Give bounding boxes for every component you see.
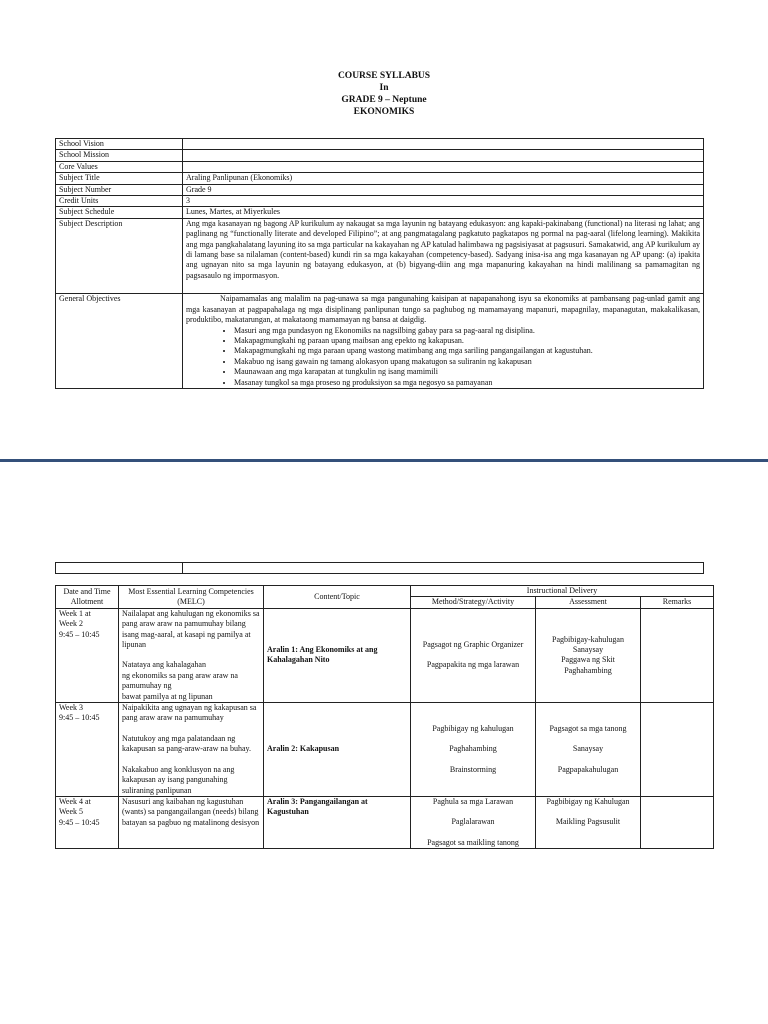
header-date: Date and Time Allotment bbox=[56, 586, 119, 609]
general-objectives-cell bbox=[183, 294, 704, 389]
date-line: Week 2 bbox=[59, 619, 84, 629]
melc-line: Naipakikita ang ugnayan ng kakapusan sa pang araw araw na pamumuhay bbox=[122, 703, 257, 723]
assessment-line: Pagbibigay-kahulugan bbox=[552, 634, 624, 644]
melc-cell bbox=[119, 796, 264, 848]
info-label: Subject Title bbox=[56, 173, 183, 184]
objective-item: • Masuri ang mga pundasyon ng Ekonomiks na nagsilbing gabay para sa pag-aaral ng disiplina. bbox=[234, 326, 700, 336]
subject-description-text: Ang mga kasanayan ng bagong AP kurikulum ay nakaugat sa mga layunin ng batayang edukasyon: ang kapaki-pakinabang (functional) na literasi ng lahat; ang paglinang ng “functionally literate and developed Filipino”; at ang pangmatagalang pagkatuto pagkatapos ng pormal na pag-aaral (lifelong learning). Makikita ang mga pangkahalatang layuning ito sa mga particular na kakayahan ng AP katulad halimbawa ng pagsisiyasat at pagsusuri. Samakatwid, ang AP kurikulum ay di lamang base sa nilalaman (content-based) kundi rin sa mga kakayahan (competency-based). Sadyang inisa-isa ang mga kasanayan ng AP upang: (a) ipakita ang ugnayan nito sa mga layunin ng batayang edukasyon, at (b) bigyang-diin ang mga mapanuring kakayahan na hindi malilinang sa pamamagitan ng pagsasaulo ng impormasyon. bbox=[183, 218, 704, 293]
page-one bbox=[0, 0, 768, 458]
method-line: Paglalarawan bbox=[451, 817, 495, 827]
info-label: Subject Number bbox=[56, 184, 183, 195]
remarks-cell bbox=[641, 703, 714, 797]
blank-cell bbox=[183, 563, 704, 574]
method-line: Paghahambing bbox=[449, 744, 497, 754]
info-value: Araling Panlipunan (Ekonomiks) bbox=[183, 173, 704, 184]
assessment-line: Pagpapakahulugan bbox=[557, 764, 619, 774]
melc-line: Nakakabuo ang konklusyon na ang kakapusan ay isang pangunahing suliraning panlipunan bbox=[122, 764, 235, 795]
header-delivery: Instructional Delivery bbox=[411, 586, 714, 597]
blank-cell bbox=[56, 563, 183, 574]
content-cell bbox=[264, 796, 411, 848]
method-line: Pagbibigay ng kahulugan bbox=[432, 723, 514, 733]
content-cell bbox=[264, 703, 411, 797]
info-label: School Vision bbox=[56, 139, 183, 150]
objective-item: • Makabuo ng isang gawain ng tamang alokasyon upang makatugon sa suliranin ng kakapusan bbox=[234, 357, 700, 367]
melc-cell bbox=[119, 703, 264, 797]
date-line: Week 3 bbox=[59, 703, 84, 713]
date-line: Week 1 at bbox=[59, 608, 91, 618]
info-value: Lunes, Martes, at Miyerkules bbox=[183, 207, 704, 218]
date-line: Week 4 at bbox=[59, 796, 91, 806]
objective-item: • Makapagmungkahi ng mga paraan upang wastong matimbang ang mga sariling pangangailangan at kagustuhan. bbox=[234, 346, 700, 356]
lesson-label: Aralin 2 bbox=[267, 744, 296, 754]
content-cell bbox=[264, 608, 411, 702]
date-line: 9:45 – 10:45 bbox=[59, 713, 100, 723]
date-cell bbox=[56, 608, 119, 702]
objective-item: • Masanay tungkol sa mga proseso ng produksiyon sa mga negosyo sa pamayanan bbox=[234, 378, 700, 388]
title-line-4: EKONOMIKS bbox=[353, 107, 415, 117]
info-row-credit-units bbox=[56, 196, 704, 207]
info-row-core-values bbox=[56, 161, 704, 172]
melc-cell bbox=[119, 608, 264, 702]
melc-line: Natutukoy ang mga palatandaan ng kakapusan sa pang-araw-araw na buhay. bbox=[122, 733, 251, 754]
header-content: Content/Topic bbox=[264, 586, 411, 609]
assessment-line: Paggawa ng Skit bbox=[561, 655, 615, 665]
melc-line: Nailalapat ang kahulugan ng ekonomiks sa pang araw araw na pamumuhay bilang isang mag-aaral, at kasapi ng pamilya at lipunan bbox=[122, 608, 260, 650]
spacer bbox=[539, 755, 637, 765]
spacer bbox=[122, 755, 260, 765]
info-row-subject-number bbox=[56, 184, 704, 195]
page-two bbox=[0, 462, 768, 1024]
date-line: 9:45 – 10:45 bbox=[59, 629, 100, 639]
header-assessment: Assessment bbox=[536, 597, 641, 608]
info-label: Credit Units bbox=[56, 196, 183, 207]
info-value bbox=[183, 150, 704, 161]
schedule-table bbox=[55, 585, 714, 849]
spacer bbox=[122, 724, 260, 734]
table-row bbox=[56, 703, 714, 797]
spacer bbox=[414, 650, 532, 660]
document-title bbox=[0, 70, 768, 118]
header-method: Method/Strategy/Activity bbox=[411, 597, 536, 608]
lesson-label: Aralin 1 bbox=[267, 645, 296, 655]
info-row-mission bbox=[56, 150, 704, 161]
melc-line: Nasusuri ang kaibahan ng kagustuhan (wants) sa pangangailangan (needs) bilang batayan sa pagbuo ng matalinong desisyon bbox=[122, 796, 260, 827]
info-row-vision bbox=[56, 139, 704, 150]
date-line: Week 5 bbox=[59, 807, 84, 817]
spacer bbox=[414, 734, 532, 744]
lesson-label: Aralin 3 bbox=[267, 796, 296, 806]
method-line: Brainstorming bbox=[449, 764, 497, 774]
assessment-line: Sanaysay bbox=[572, 645, 604, 655]
remarks-cell bbox=[641, 796, 714, 848]
objectives-list bbox=[186, 326, 700, 388]
objective-item: • Makapagmungkahi ng paraan upang maibsan ang epekto ng kakapusan. bbox=[234, 336, 700, 346]
assessment-cell bbox=[536, 608, 641, 702]
assessment-line: Sanaysay bbox=[572, 744, 604, 754]
info-value bbox=[183, 161, 704, 172]
method-line: Pagsagot sa maikling tanong bbox=[427, 837, 519, 847]
spacer bbox=[539, 734, 637, 744]
info-label: General Objectives bbox=[56, 294, 183, 389]
spacer bbox=[539, 807, 637, 817]
info-label: Subject Schedule bbox=[56, 207, 183, 218]
method-cell bbox=[411, 608, 536, 702]
assessment-cell bbox=[536, 796, 641, 848]
title-line-1: COURSE SYLLABUS bbox=[337, 71, 431, 81]
info-row-subject-title bbox=[56, 173, 704, 184]
assessment-line: Pagsagot sa mga tanong bbox=[549, 723, 627, 733]
assessment-line: Maikling Pagsusulit bbox=[555, 817, 621, 827]
remarks-cell bbox=[641, 608, 714, 702]
melc-line: ng ekonomiks sa pang araw araw na pamumuhay ng bbox=[122, 670, 238, 691]
info-value bbox=[183, 139, 704, 150]
assessment-cell bbox=[536, 703, 641, 797]
objective-item: • Maunawaan ang mga karapatan at tungkulin ng isang mamimili bbox=[234, 367, 700, 377]
title-line-3: GRADE 9 – Neptune bbox=[341, 95, 427, 105]
spacer bbox=[414, 807, 532, 817]
header-melc: Most Essential Learning Competencies (MELC) bbox=[119, 586, 264, 609]
melc-line: bawat pamilya at ng lipunan bbox=[122, 691, 213, 701]
spacer bbox=[414, 755, 532, 765]
method-cell bbox=[411, 703, 536, 797]
method-line: Pagpapakita ng mga larawan bbox=[426, 660, 520, 670]
info-label: Subject Description bbox=[56, 218, 183, 293]
melc-line: Natataya ang kahalagahan bbox=[122, 660, 206, 670]
assessment-line: Pagbibigay ng Kahulugan bbox=[546, 796, 630, 806]
method-line: Paghula sa mga Larawan bbox=[432, 796, 514, 806]
date-cell bbox=[56, 796, 119, 848]
blank-table-row bbox=[55, 562, 704, 574]
objectives-intro: Naipamamalas ang malalim na pag-unawa sa mga pangunahing kaisipan at napapanahong isyu sa ekonomiks at pambansang pag-unlad gamit ang mga kasanayan at pagpapahalaga ng mga disiplinang panlipunan tungo sa paghubog ng mamamayang mapanuri, mapagnilay, mapanagutan, makakalikasan, produktibo, makatarungan, at makataong mamamayan ng bansa at daigdig. bbox=[186, 294, 700, 325]
info-label: School Mission bbox=[56, 150, 183, 161]
assessment-line: Paghahambing bbox=[564, 665, 612, 675]
info-row-subject-description bbox=[56, 218, 704, 293]
table-row bbox=[56, 608, 714, 702]
header-remarks: Remarks bbox=[641, 597, 714, 608]
schedule-header-row bbox=[56, 586, 714, 597]
method-cell bbox=[411, 796, 536, 848]
info-row-general-objectives bbox=[56, 294, 704, 389]
info-value: 3 bbox=[183, 196, 704, 207]
spacer bbox=[414, 828, 532, 838]
lesson-title: : Ang Ekonomiks at ang Kahalagahan Nito bbox=[267, 645, 378, 665]
info-value: Grade 9 bbox=[183, 184, 704, 195]
info-label: Core Values bbox=[56, 161, 183, 172]
title-line-2: In bbox=[379, 83, 389, 93]
lesson-title: : Pangangailangan at Kagustuhan bbox=[267, 796, 368, 817]
method-line: Pagsagot ng Graphic Organizer bbox=[422, 640, 524, 650]
date-cell bbox=[56, 703, 119, 797]
table-row bbox=[56, 796, 714, 848]
syllabus-info-table bbox=[55, 138, 704, 389]
lesson-title: : Kakapusan bbox=[295, 744, 340, 754]
spacer bbox=[122, 650, 260, 660]
date-line: 9:45 – 10:45 bbox=[59, 817, 100, 827]
info-row-subject-schedule bbox=[56, 207, 704, 218]
